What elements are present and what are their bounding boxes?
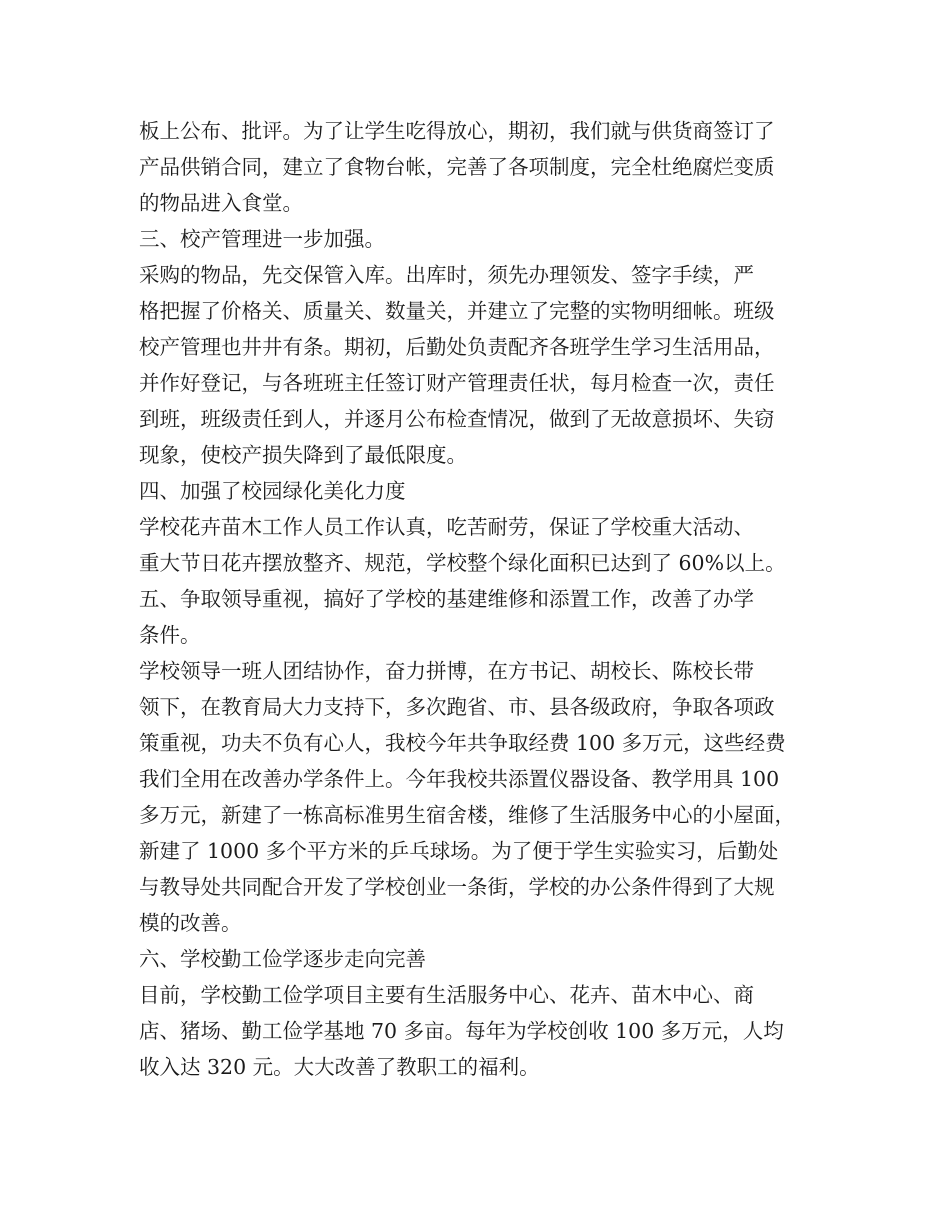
paragraph-greening <box>139 509 819 581</box>
heading-line: 六、学校勤工俭学逐步走向完善 <box>139 947 426 971</box>
text-line: 现象，使校产损失降到了最低限度。 <box>139 443 467 467</box>
text-line: 采购的物品，先交保管入库。出库时，须先办理领发、签字手续，严 <box>139 263 754 287</box>
heading-line: 五、争取领导重视，搞好了学校的基建维修和添置工作，改善了办学 <box>139 587 754 611</box>
paragraph-school-assets <box>139 257 819 473</box>
text-line: 新建了 1000 多个平方米的乒乓球场。为了便于学生实验实习，后勤处 <box>139 839 779 863</box>
text-line: 学校领导一班人团结协作，奋力拼博，在方书记、胡校长、陈校长带 <box>139 659 754 683</box>
section-heading-3 <box>139 221 819 257</box>
section-heading-4 <box>139 473 819 509</box>
text-line: 我们全用在改善办学条件上。今年我校共添置仪器设备、教学用具 100 <box>139 767 780 791</box>
text-line: 与教导处共同配合开发了学校创业一条街，学校的办公条件得到了大规 <box>139 875 775 899</box>
heading-line: 三、校产管理进一步加强。 <box>139 227 385 251</box>
text-line: 格把握了价格关、质量关、数量关，并建立了完整的实物明细帐。班级 <box>139 299 775 323</box>
paragraph-canteen-continuation <box>139 113 819 221</box>
text-line: 板上公布、批评。为了让学生吃得放心，期初，我们就与供货商签订了 <box>139 119 775 143</box>
heading-line: 四、加强了校园绿化美化力度 <box>139 479 406 503</box>
text-line: 的物品进入食堂。 <box>139 191 303 215</box>
text-line: 并作好登记，与各班班主任签订财产管理责任状，每月检查一次，责任 <box>139 371 775 395</box>
document-page <box>139 113 819 1085</box>
text-line: 多万元，新建了一栋高标准男生宿舍楼，维修了生活服务中心的小屋面， <box>139 803 795 827</box>
section-heading-5 <box>139 581 819 653</box>
text-line: 目前，学校勤工俭学项目主要有生活服务中心、花卉、苗木中心、商 <box>139 983 754 1007</box>
text-line: 策重视，功夫不负有心人，我校今年共争取经费 100 多万元，这些经费 <box>139 731 786 755</box>
heading-line: 条件。 <box>139 623 201 647</box>
text-line: 产品供销合同，建立了食物台帐，完善了各项制度，完全杜绝腐烂变质 <box>139 155 775 179</box>
paragraph-work-study <box>139 977 819 1085</box>
text-line: 领下，在教育局大力支持下，多次跑省、市、县各级政府，争取各项政 <box>139 695 775 719</box>
text-line: 模的改善。 <box>139 911 242 935</box>
section-heading-6 <box>139 941 819 977</box>
text-line: 收入达 320 元。大大改善了教职工的福利。 <box>139 1055 540 1079</box>
text-line: 重大节日花卉摆放整齐、规范，学校整个绿化面积已达到了 60%以上。 <box>139 551 786 575</box>
text-line: 学校花卉苗木工作人员工作认真，吃苦耐劳，保证了学校重大活动、 <box>139 515 754 539</box>
text-line: 店、猪场、勤工俭学基地 70 多亩。每年为学校创收 100 多万元，人均 <box>139 1019 784 1043</box>
text-line: 校产管理也井井有条。期初，后勤处负责配齐各班学生学习生活用品， <box>139 335 775 359</box>
paragraph-construction <box>139 653 819 941</box>
text-line: 到班，班级责任到人，并逐月公布检查情况，做到了无故意损坏、失窃 <box>139 407 775 431</box>
